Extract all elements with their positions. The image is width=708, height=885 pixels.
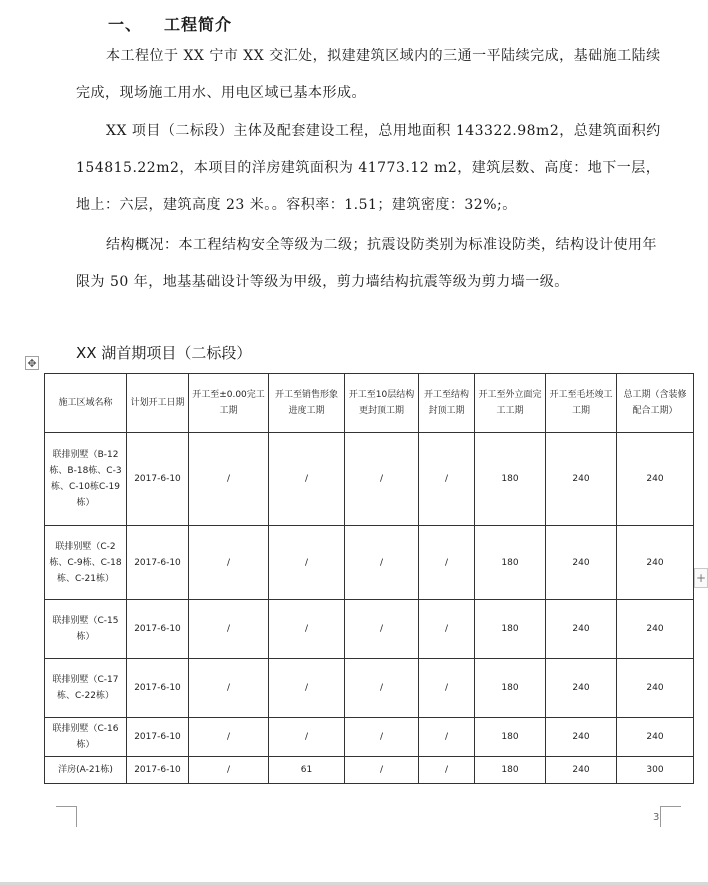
header-cell: 施工区域名称 (45, 374, 127, 433)
paragraph-structure: 结构概况：本工程结构安全等级为二级；抗震设防类别为标准设防类，结构设计使用年限为 50 年，地基基础设计等级为甲级，剪力墙结构抗震等级为剪力墙一级。 (76, 237, 657, 290)
table-cell: 180 (475, 659, 546, 718)
table-cell: / (345, 659, 419, 718)
table-cell: 300 (617, 757, 694, 784)
paragraph-project-area: XX 项目（二标段）主体及配套建设工程，总用地面积 143322.98m2，总建筑面积约 154815.22m2，本项目的洋房建筑面积为 41773.12 m2，建筑层数、高度：地下一层，地上：六层，建筑高度 23 米。。容积率：1.51；建筑密度：32%;。 (76, 123, 661, 213)
table-cell: 2017-6-10 (127, 659, 189, 718)
table-cell: 240 (546, 526, 617, 600)
table-row (45, 600, 694, 659)
table-row (45, 718, 694, 757)
table-cell: / (419, 526, 475, 600)
header-cell: 开工至10层结构更封顶工期 (345, 374, 419, 433)
table-cell: / (189, 659, 269, 718)
table-cell: 240 (546, 757, 617, 784)
table-row (45, 757, 694, 784)
section-number: 一、 (108, 15, 143, 34)
header-cell: 开工至毛坯竣工工期 (546, 374, 617, 433)
table-cell: / (419, 659, 475, 718)
table-row (45, 659, 694, 718)
header-cell: 计划开工日期 (127, 374, 189, 433)
table-cell: 61 (269, 757, 345, 784)
table-cell: / (189, 757, 269, 784)
table-cell: 联排别墅（C-17栋、C-22栋） (45, 659, 127, 718)
table-cell: 联排别墅（C-15栋） (45, 600, 127, 659)
table-row (45, 433, 694, 526)
table-cell: 240 (546, 718, 617, 757)
table-cell: 240 (617, 600, 694, 659)
move-arrows-icon[interactable]: ✥ (25, 356, 39, 370)
table-cell: / (189, 526, 269, 600)
table-cell: / (345, 718, 419, 757)
table-cell: 2017-6-10 (127, 718, 189, 757)
table-cell: 联排别墅（C-2栋、C-9栋、C-18栋、C-21栋） (45, 526, 127, 600)
table-cell: / (189, 718, 269, 757)
plus-icon[interactable]: + (694, 568, 708, 588)
table-cell: 240 (617, 433, 694, 526)
table-cell: / (419, 433, 475, 526)
table-cell: / (269, 659, 345, 718)
table-cell: 240 (617, 718, 694, 757)
table-cell: 联排别墅（C-16栋） (45, 718, 127, 757)
table-cell: / (269, 718, 345, 757)
header-cell: 开工至±0.00完工工期 (189, 374, 269, 433)
table-cell: / (269, 433, 345, 526)
table-cell: 2017-6-10 (127, 600, 189, 659)
table-cell: / (419, 718, 475, 757)
table-cell: 180 (475, 433, 546, 526)
header-cell: 开工至销售形象进度工期 (269, 374, 345, 433)
header-cell: 总工期（含装修配合工期） (617, 374, 694, 433)
table-cell: / (189, 600, 269, 659)
table-cell: / (419, 600, 475, 659)
table-cell: 240 (617, 659, 694, 718)
schedule-table (44, 373, 694, 784)
table-cell: 2017-6-10 (127, 757, 189, 784)
table-cell: / (419, 757, 475, 784)
margin-corner-mark-left (56, 806, 77, 827)
section-heading (108, 12, 232, 35)
page-number: 3 (653, 812, 660, 823)
table-cell: / (345, 526, 419, 600)
header-cell: 开工至外立面完工工期 (475, 374, 546, 433)
table-cell: 240 (546, 433, 617, 526)
paragraph-location: 本工程位于 XX 宁市 XX 交汇处，拟建建筑区域内的三通一平陆续完成，基础施工陆续完成，现场施工用水、用电区域已基本形成。 (76, 48, 661, 101)
table-cell: 180 (475, 718, 546, 757)
table-cell: / (269, 526, 345, 600)
table-cell: 240 (617, 526, 694, 600)
table-cell: 180 (475, 526, 546, 600)
table-cell: / (345, 600, 419, 659)
table-cell: 240 (546, 600, 617, 659)
table-header-row (45, 374, 694, 433)
table-cell: / (189, 433, 269, 526)
table-cell: 洋房(A-21栋) (45, 757, 127, 784)
table-cell: 240 (546, 659, 617, 718)
header-cell: 开工至结构封顶工期 (419, 374, 475, 433)
table-cell: 180 (475, 600, 546, 659)
section-title: 工程简介 (164, 15, 233, 34)
table-cell: 2017-6-10 (127, 526, 189, 600)
table-row (45, 526, 694, 600)
table-cell: / (345, 433, 419, 526)
table-cell: 联排别墅（B-12栋、B-18栋、C-3栋、C-10栋C-19栋） (45, 433, 127, 526)
table-cell: 2017-6-10 (127, 433, 189, 526)
table-cell: 180 (475, 757, 546, 784)
table-title: XX 湖首期项目（二标段） (76, 344, 252, 362)
margin-corner-mark-right (660, 806, 681, 827)
table-cell: / (269, 600, 345, 659)
table-cell: / (345, 757, 419, 784)
